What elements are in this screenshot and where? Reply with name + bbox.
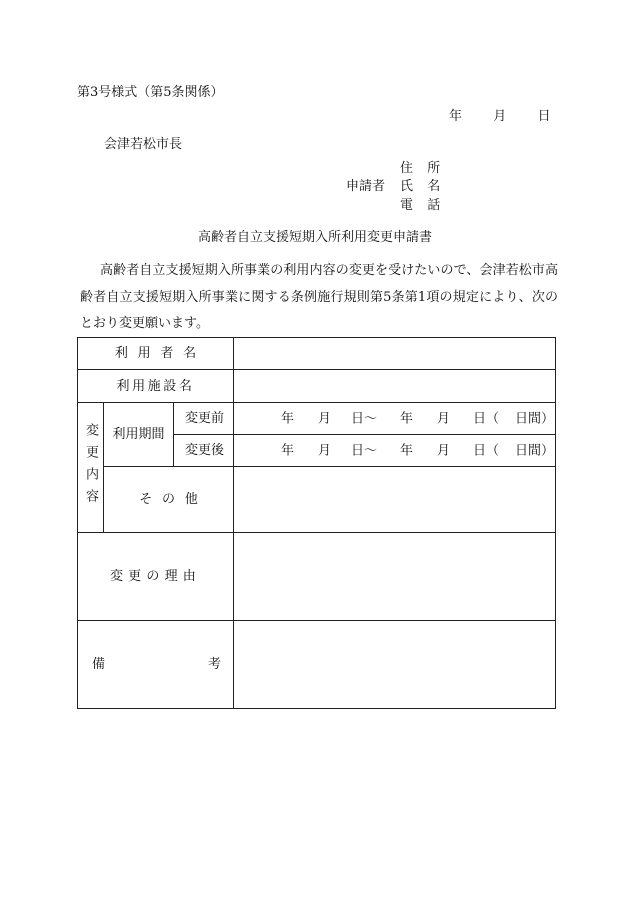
other-label: その他: [104, 467, 234, 533]
remarks-label-left: 備: [92, 657, 106, 672]
date-line: [449, 110, 551, 123]
row-facility-name: [78, 370, 556, 403]
row-other: [78, 467, 556, 533]
before-from-month: 月: [318, 411, 332, 426]
before-label: 変更前: [174, 403, 234, 435]
after-from-day: 日～: [351, 443, 378, 458]
after-label: 変更後: [174, 435, 234, 467]
user-name-label: 利用者名: [78, 338, 234, 370]
after-days: 日間）: [515, 443, 555, 458]
document-title: 高齢者自立支援短期入所利用変更申請書: [197, 230, 432, 245]
date-month-label: 月: [493, 109, 507, 124]
applicant-phone-label: 電話: [400, 198, 455, 213]
before-to-day: 日（: [473, 411, 500, 426]
date-day-label: 日: [537, 109, 551, 124]
other-field[interactable]: [234, 467, 556, 533]
change-content-label: 変更内容: [83, 423, 98, 512]
change-content-label-cell: [78, 403, 104, 533]
facility-name-field[interactable]: [234, 370, 556, 403]
period-label: 利用期間: [104, 403, 174, 467]
row-reason: [78, 533, 556, 621]
user-name-field[interactable]: [234, 338, 556, 370]
form-number: 第3号様式（第5条関係）: [77, 85, 224, 100]
applicant-address-label: 住所: [400, 161, 455, 176]
after-date-range[interactable]: [234, 435, 556, 467]
applicant-name-label: 氏名: [400, 179, 455, 194]
before-to-month: 月: [437, 411, 451, 426]
addressee: 会津若松市長: [104, 137, 183, 152]
row-period-before: [78, 403, 556, 435]
before-to-year: 年: [400, 411, 414, 426]
before-from-year: 年: [281, 411, 295, 426]
date-year-label: 年: [449, 109, 463, 124]
applicant-label: 申請者: [346, 179, 386, 194]
applicant-block: [346, 161, 455, 215]
reason-field[interactable]: [234, 533, 556, 621]
request-statement: 高齢者自立支援短期入所事業の利用内容の変更を受けたいので、会津若松市高齢者自立支援短期入所事業に関する条例施行規則第5条第1項の規定により、次のとおり変更願います。: [80, 263, 558, 331]
after-from-month: 月: [318, 443, 332, 458]
after-to-year: 年: [400, 443, 414, 458]
remarks-field[interactable]: [234, 621, 556, 709]
remarks-label-cell: [78, 621, 234, 709]
reason-label: 変更の理由: [78, 533, 234, 621]
remarks-label-right: 考: [207, 657, 221, 672]
row-user-name: [78, 338, 556, 370]
row-remarks: [78, 621, 556, 709]
before-from-day: 日～: [351, 411, 378, 426]
after-to-day: 日（: [473, 443, 500, 458]
before-days: 日間）: [515, 411, 555, 426]
facility-name-label: 利用施設名: [78, 370, 234, 403]
remarks-label: [78, 658, 233, 671]
after-from-year: 年: [281, 443, 295, 458]
after-to-month: 月: [437, 443, 451, 458]
change-request-table: [77, 337, 556, 709]
before-date-range[interactable]: [234, 403, 556, 435]
